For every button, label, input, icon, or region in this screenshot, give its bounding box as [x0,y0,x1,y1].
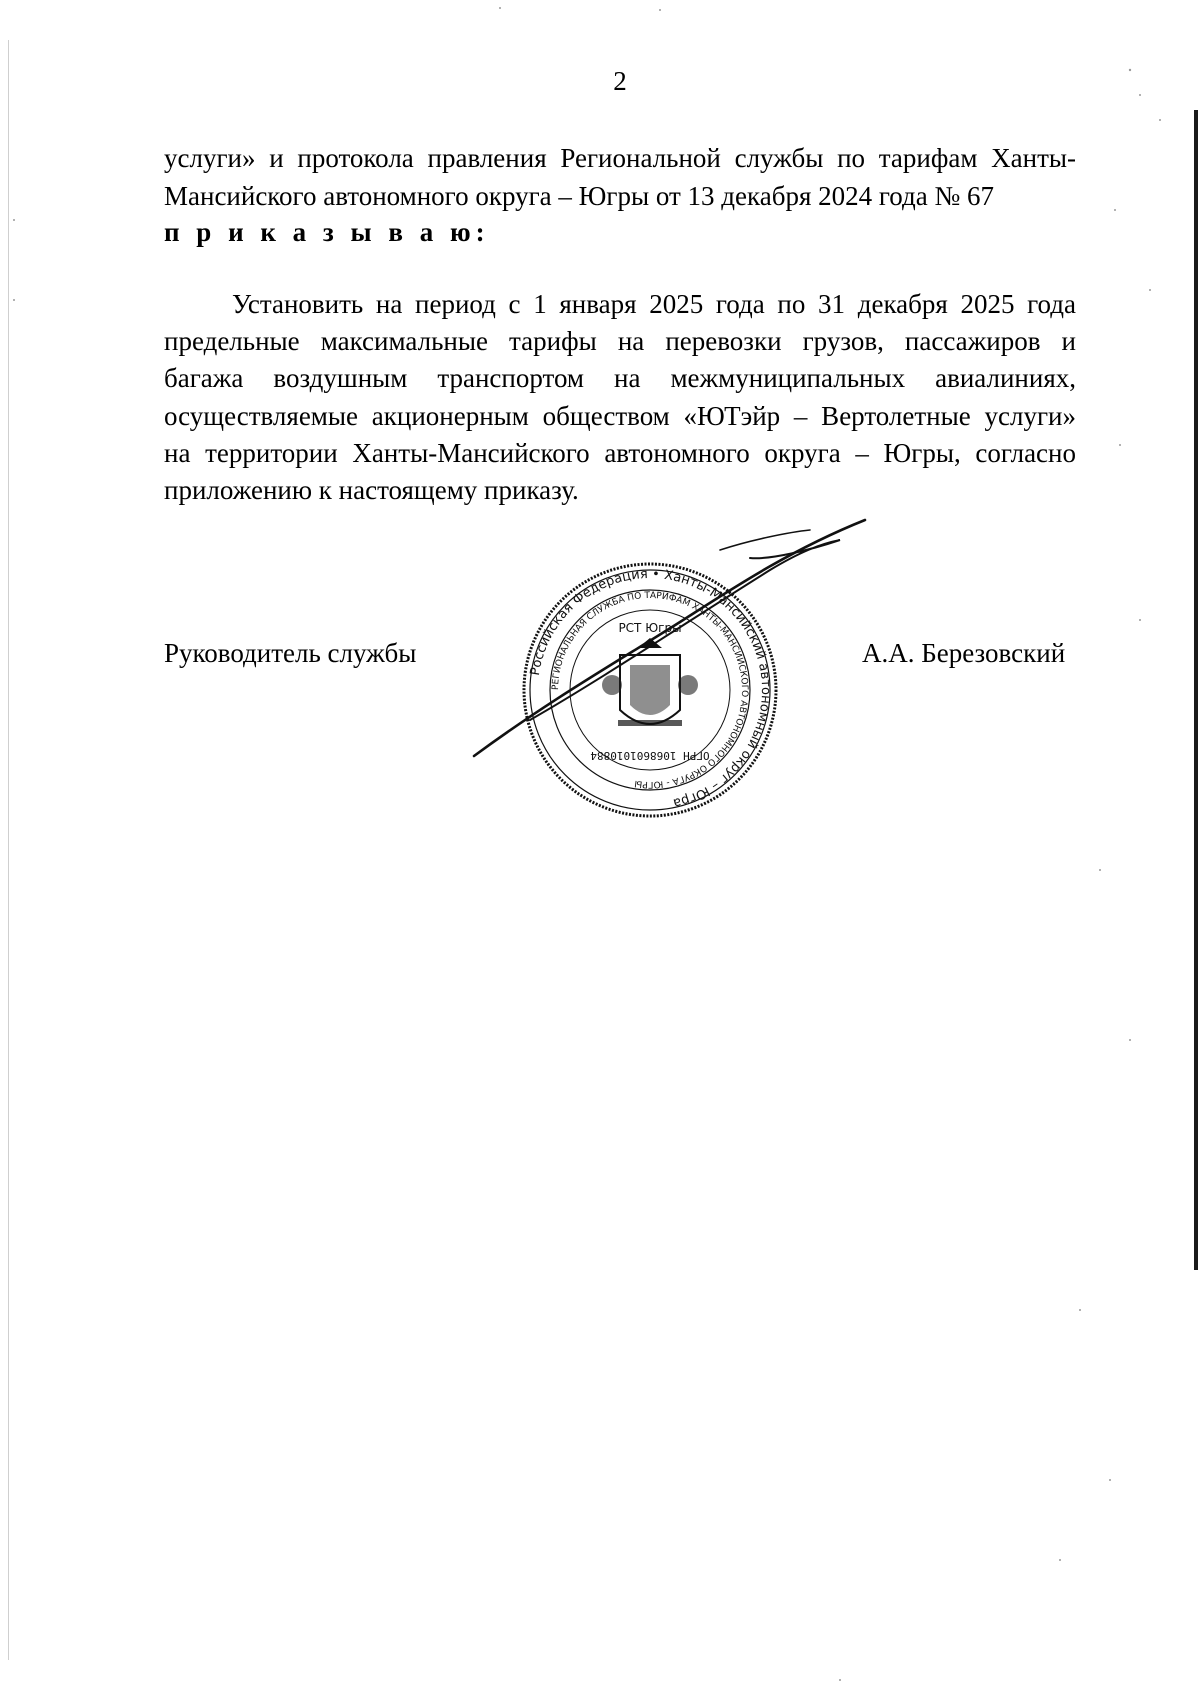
seal-ogrn: ОГРН 1068601010884 [590,749,710,762]
seal-middle-text: РЕГИОНАЛЬНАЯ СЛУЖБА ПО ТАРИФАМ ХАНТЫ-МАНСИЙСКОГО АВТОНОМНОГО ОКРУГА - ЮГРЫ [550,590,750,790]
intro-line: Мансийского автономного округа – Югры от 13 декабря 2024 года № 67 [164,180,994,211]
signatory-title: Руководитель службы [164,638,417,668]
order-paragraph [164,286,1076,509]
order-line: багажа воздушным транспортом на межмуниципальных авиалиниях, [164,363,1076,394]
scan-edge-right [1194,110,1198,1270]
seal-inner-top: РСТ Югры [618,621,682,635]
order-line: предельные максимальные тарифы на перевозки грузов, пассажиров и [164,326,1076,357]
order-line: осуществляемые акционерным обществом «ЮТэйр – Вертолетные услуги» [164,400,1076,431]
page-number: 2 [613,66,627,96]
scan-edge-left [8,40,9,1660]
intro-paragraph [164,140,1076,215]
intro-line: услуги» и протокола правления Региональной службы по тарифам Ханты- [164,143,1076,173]
order-line: приложению к настоящему приказу. [164,475,579,506]
handwritten-signature [470,510,870,770]
order-line: Установить на период с 1 января 2025 года по 31 декабря 2025 года [232,289,1076,319]
signatory-name: А.А. Березовский [862,638,1066,668]
ordering-word: п р и к а з ы в а ю: [164,217,490,247]
order-line: на территории Ханты-Мансийского автономного округа – Югры, согласно [164,437,1076,468]
seal-outer-text: Российская Федерация • Ханты-Мансийский автономный округ – Югра [527,566,774,811]
